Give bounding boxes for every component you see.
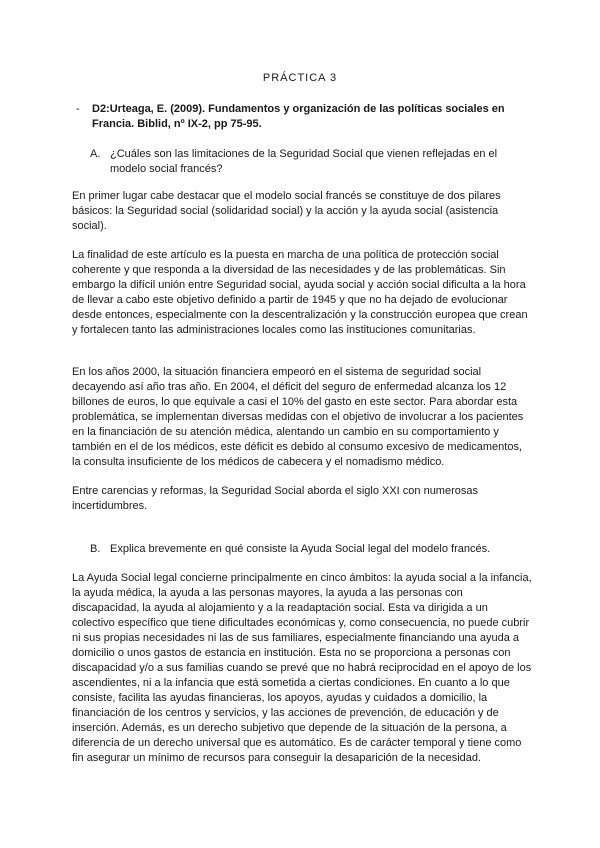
paragraph-a-2: La finalidad de este artículo es la puesta en marcha de una política de protección social coherente y que responda a la diversidad de las necesidades y de las problemáticas. Sin embargo la difícil unión entre Seguridad social, ayuda social y acción social dificulta a la hora de llevar a cabo este objetivo definido a partir de 1945 y que no ha dejado de evolucionar desde entonces, especialmente con la descentralización y la construcción europea que crean y fortalecen tanto las administraciones locales como las instituciones comunitarias.: [72, 249, 528, 336]
page-title: PRÁCTICA 3: [262, 72, 338, 84]
paragraph-a-4: Entre carencias y reformas, la Seguridad Social aborda el siglo XXI con numerosas incertidumbres.: [72, 485, 478, 512]
reference-text: D2:Urteaga, E. (2009). Fundamentos y organización de las políticas sociales en Francia. Biblid, nº IX-2, pp 75-95.: [92, 103, 505, 130]
paragraph-a-3: En los años 2000, la situación financiera empeoró en el sistema de seguridad social decayendo así año tras año. En 2004, el déficit del seguro de enfermedad alcanza los 12 billones de euros, lo que equivale a casi el 10% del gasto en este sector. Para abordar esta problemática, se implementan diversas medidas con el objetivo de involucrar a los pacientes en la financiación de su atención médica, alentando un cambio en su comportamiento y también en el de los médicos, este déficit es debido al consumo excesivo de medicamentos, la consulta insuficiente de los médicos de cabecera y el nomadismo médico.: [72, 366, 524, 468]
question-a-text: ¿Cuáles son las limitaciones de la Seguridad Social que vienen reflejadas en el modelo social francés?: [110, 148, 498, 175]
question-b: [90, 542, 520, 557]
question-a-letter: A.: [90, 148, 101, 160]
paragraph-a-1: En primer lugar cabe destacar que el modelo social francés se constituye de dos pilares básicos: la Seguridad social (solidaridad social) y la acción y la ayuda social (asistencia social).: [72, 190, 501, 232]
reference-citation: [76, 102, 522, 132]
reference-bullet: -: [76, 103, 80, 115]
question-a: [90, 147, 520, 177]
paragraph-b: La Ayuda Social legal concierne principalmente en cinco ámbitos: la ayuda social a la infancia, la ayuda médica, la ayuda a las personas mayores, la ayuda a las personas con discapacidad, la ayuda al alojamiento y a la readaptación social. Esta va dirigida a un colectivo específico que tiene dificultades económicas y, como consecuencia, no puede cubrir ni sus propias necesidades ni las de sus familiares, especialmente financiando una ayuda a domicilio o unos gastos de estancia en institución. Esta no se proporciona a personas con discapacidad y/o a sus familias cuando se prevé que no habrá reciprocidad en el apoyo de los ascendientes, ni a la infancia que está sometida a ciertas condiciones. En cuanto a lo que consiste, facilita las ayudas financieras, los apoyos, ayudas y cuidados a domicilio, la financiación de los centros y servicios, y las acciones de prevención, de educación y de inserción. Además, es un derecho subjetivo que depende de la situación de la persona, a diferencia de un derecho universal que es automático. Es de carácter temporal y tiene como fin asegurar un mínimo de recursos para conseguir la desaparición de la necesidad.: [72, 572, 532, 764]
question-b-text: Explica brevemente en qué consiste la Ayuda Social legal del modelo francés.: [110, 543, 491, 555]
question-b-letter: B.: [90, 543, 101, 555]
